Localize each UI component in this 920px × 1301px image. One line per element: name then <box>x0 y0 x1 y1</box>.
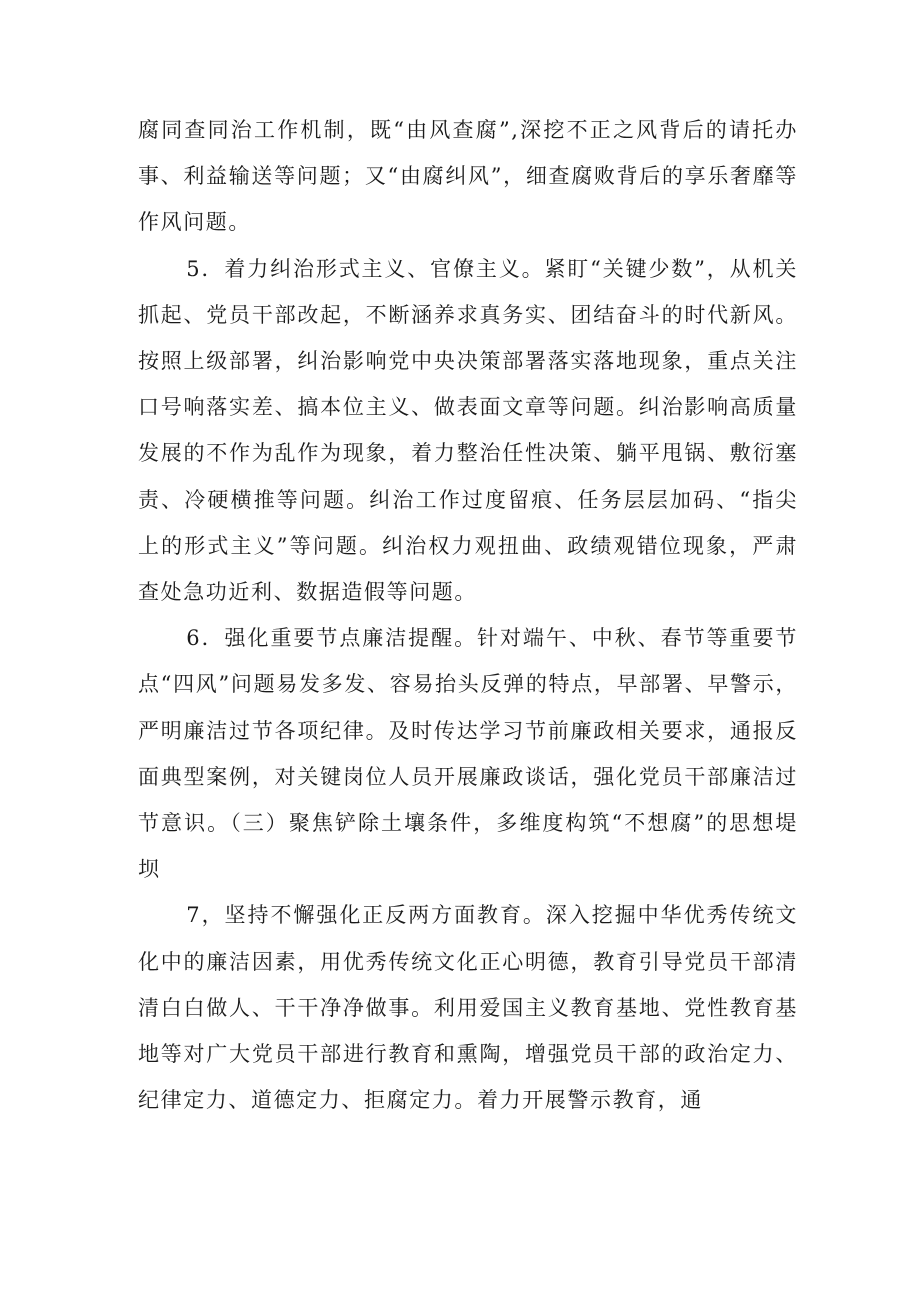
paragraph-item-6: 6．强化重要节点廉洁提醒。针对端午、中秋、春节等重要节点“四风”问题易发多发、容易抬头反弹的特点，早部署、早警示，严明廉洁过节各项纪律。及时传达学习节前廉政相关要求，通报反面典型案例，对关键岗位人员开展廉政谈话，强化党员干部廉洁过节意识。（三）聚焦铲除土壤条件，多维度构筑“不想腐”的思想堤坝 <box>138 626 798 882</box>
paragraph-continuation: 腐同查同治工作机制，既“由风查腐”,深挖不正之风背后的请托办事、利益输送等问题；又“由腐纠风”，细查腐败背后的享乐奢靡等作风问题。 <box>138 118 798 235</box>
paragraph-item-7: 7，坚持不懈强化正反两方面教育。深入挖掘中华优秀传统文化中的廉洁因素，用优秀传统文化正心明德，教育引导党员干部清清白白做人、干干净净做事。利用爱国主义教育基地、党性教育基地等对广大党员干部进行教育和熏陶，增强党员干部的政治定力、纪律定力、道德定力、拒腐定力。着力开展警示教育，通 <box>138 903 798 1113</box>
document-body <box>138 107 798 1123</box>
paragraph-item-5: 5．着力纠治形式主义、官僚主义。紧盯“关键少数”，从机关抓起、党员干部改起，不断涵养求真务实、团结奋斗的时代新风。按照上级部署，纠治影响党中央决策部署落实落地现象，重点关注口号响落实差、搞本位主义、做表面文章等问题。纠治影响高质量发展的不作为乱作为现象，着力整治任性决策、躺平甩锅、敷衍塞责、冷硬横推等问题。纠治工作过度留痕、任务层层加码、“指尖上的形式主义”等问题。纠治权力观扭曲、政绩观错位现象，严肃查处急功近利、数据造假等问题。 <box>138 256 798 605</box>
